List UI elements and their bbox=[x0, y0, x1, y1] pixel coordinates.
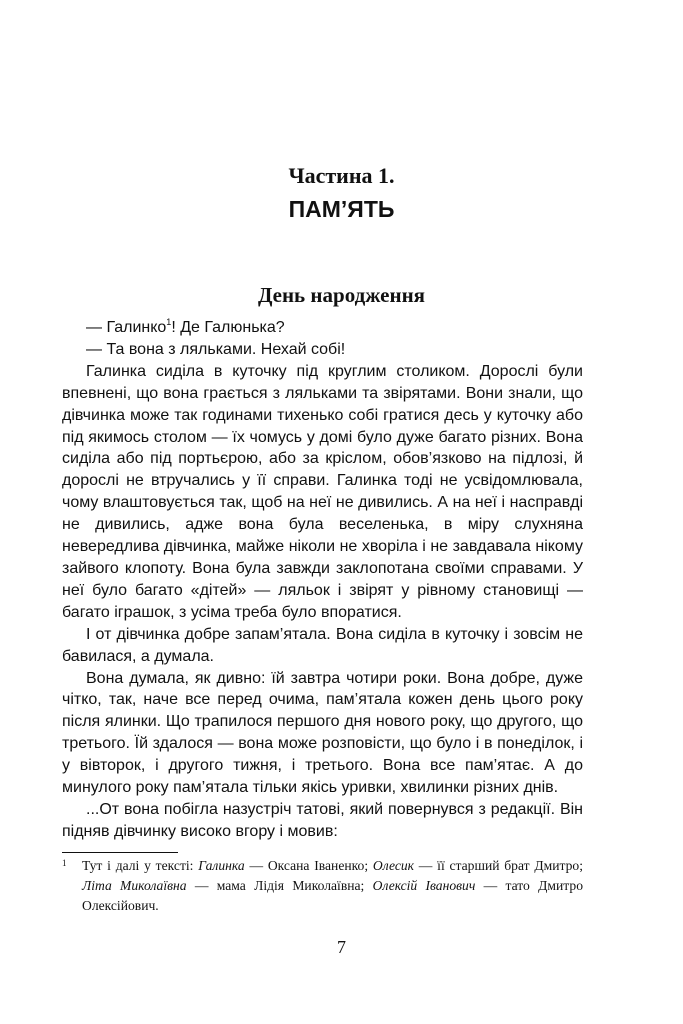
paragraph: І от дівчинка добре запам’ятала. Вона сиділа в куточку і зовсім не бавилася, а думала. bbox=[62, 625, 583, 665]
part-name: ПАМ’ЯТЬ bbox=[288, 196, 395, 222]
footnote-name: Олексій Іванович bbox=[372, 878, 476, 893]
footnote bbox=[62, 856, 583, 916]
paragraph: ...От вона побігла назустріч татові, який повернувся з редакції. Він підняв дівчинку високо вгору і мовив: bbox=[62, 800, 583, 840]
footnote-name: Олесик bbox=[372, 858, 415, 873]
footnote-fragment: Тут і далі у тексті: bbox=[82, 858, 199, 873]
page-number: 7 bbox=[337, 937, 346, 957]
paragraph: Галинка сиділа в куточку під круглим столиком. Дорослі були впевнені, що вона грається з ляльками та звірятами. Вони знали, що дівчинка може так годинами тихенько собі гратися десь у куточку або під якимось столом — їх чомусь у домі було дуже багато різних. Вона сиділа або під портьєрою, або за кріслом, обов’язково на підлозі, й дорослі не втручались у її справи. Галинка тоді не усвідомлювала, чому влаштовується так, щоб на неї не дивились. А на неї і насправді не дивились, адже вона була веселенька, в міру слухняна невередлива дівчинка, майже ніколи не хворіла і не завдавала нікому зайвого клопоту. Вона була завжди заклопотана своїми справами. У неї було багато «дітей» — ляльок і звірят у рівному становищі — багато іграшок, з усіма треба було впоратися. bbox=[62, 362, 583, 621]
footnote-fragment: — мама Лідія Миколаївна; bbox=[186, 878, 373, 893]
footnote-fragment: — тато Дмитро Олексійович. bbox=[82, 878, 583, 913]
paragraph: Вона думала, як дивно: їй завтра чотири роки. Вона добре, дуже чітко, так, наче все перед очима, пам’ятала кожен день цього року після ялинки. Що трапилося першого дня нового року, що другого, що третього. Їй здалося — вона може розповісти, що було і в понеділок, і у вівторок, і другого тижня, і третього. Вона все пам’ятає. А до минулого року пам’ятала тільки якісь уривки, хвилинки різних днів. bbox=[62, 669, 583, 797]
footnote-name: Літа Миколаївна bbox=[82, 878, 187, 893]
footnote-divider bbox=[62, 852, 178, 853]
dialogue-line-end: ! Де Галюнька? bbox=[171, 319, 285, 336]
paragraph bbox=[62, 317, 583, 339]
body-text bbox=[62, 317, 583, 843]
footnote-text bbox=[82, 856, 583, 916]
footnote-fragment: — Оксана Іваненко; bbox=[244, 858, 373, 873]
footnote-number: 1 bbox=[62, 858, 67, 868]
dialogue-line: — Галинко bbox=[86, 319, 167, 336]
footnote-fragment: — її старший брат Дмитро; bbox=[414, 858, 584, 873]
paragraph: — Та вона з ляльками. Нехай собі! bbox=[86, 340, 346, 358]
chapter-title: День народження bbox=[257, 283, 426, 307]
footnote-reference: 1 bbox=[166, 316, 172, 327]
part-title: Частина 1. bbox=[288, 163, 395, 188]
footnote-name: Галинка bbox=[198, 858, 245, 873]
